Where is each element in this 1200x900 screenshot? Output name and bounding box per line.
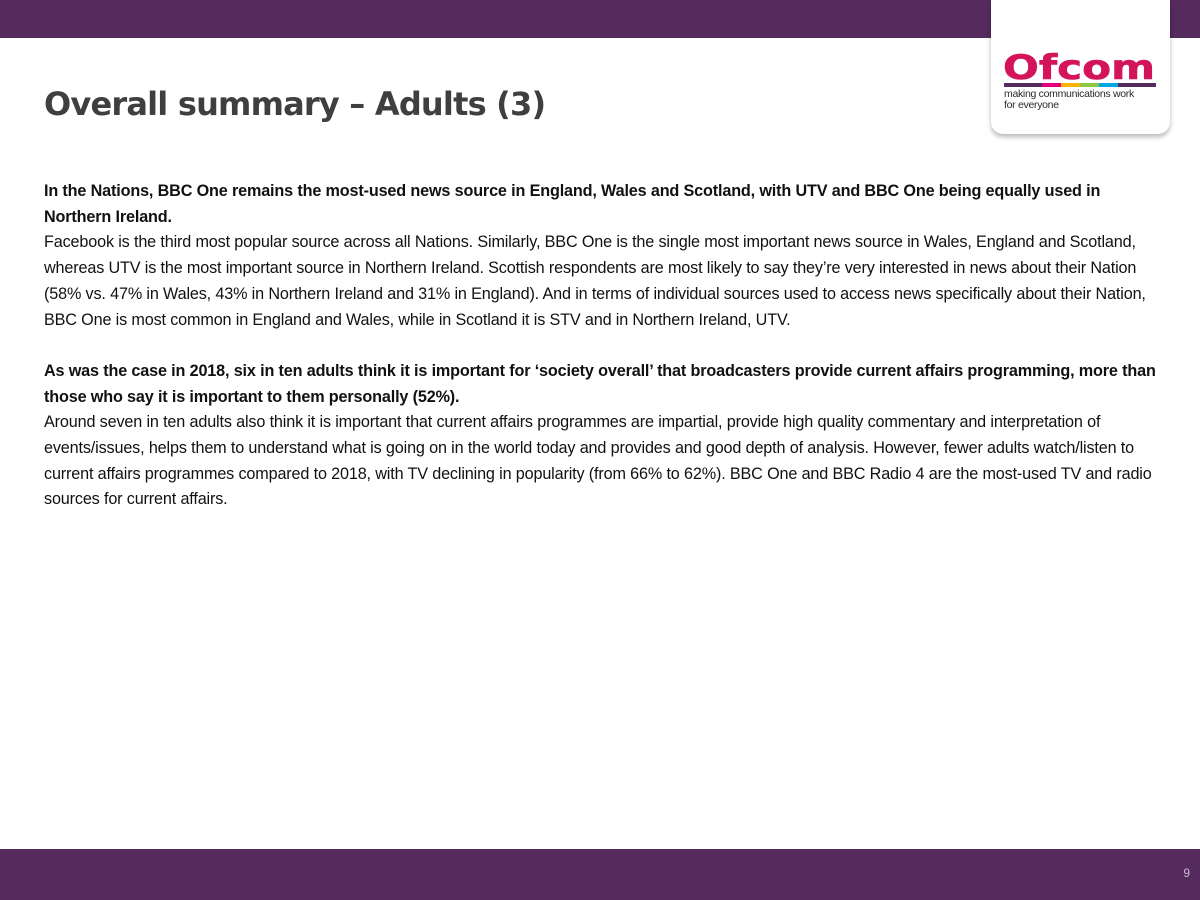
section-lead-text: As was the case in 2018, six in ten adults think it is important for ‘society overall’ that broadcasters provide current affairs programming, more than those who say it is important to them personally (52%). <box>44 361 1156 406</box>
section-lead-text: In the Nations, BBC One remains the most-used news source in England, Wales and Scotland, with UTV and BBC One being equally used in Northern Ireland. <box>44 182 1101 226</box>
logo-stripe-segment <box>1118 83 1137 87</box>
summary-section-nations <box>44 179 1166 333</box>
bottom-bar <box>0 849 1200 900</box>
svg-text:Ofcom: Ofcom <box>1003 52 1155 82</box>
page-title: Overall summary – Adults (3) <box>44 85 546 123</box>
logo-stripe-segment <box>1061 83 1080 87</box>
logo-stripe-segment <box>1099 83 1118 87</box>
logo-stripe-segment <box>1042 83 1061 87</box>
logo-tagline-line1: making communications work <box>1004 88 1134 100</box>
logo-tagline <box>1004 89 1164 111</box>
ofcom-logo-card <box>991 0 1170 134</box>
ofcom-logo <box>1003 52 1157 82</box>
logo-stripe-segment <box>1137 83 1156 87</box>
logo-stripe-segment <box>1080 83 1099 87</box>
paragraph-spacer <box>44 333 1166 359</box>
logo-color-stripe <box>1004 83 1156 87</box>
section-body-text: Facebook is the third most popular source across all Nations. Similarly, BBC One is the single most important news source in Wales, England and Scotland, whereas UTV is the most important source in Northern Ireland. Scottish respondents are most likely to say they’re very interested in news about their Nation (58% vs. 47% in Wales, 43% in Northern Ireland and 31% in England). And in terms of individual sources used to access news specifically about their Nation, BBC One is most common in England and Wales, while in Scotland it is STV and in Northern Ireland, UTV. <box>44 233 1146 329</box>
page-number: 9 <box>1183 866 1190 880</box>
summary-content <box>44 179 1166 513</box>
logo-stripe-segment <box>1023 83 1042 87</box>
logo-stripe-segment <box>1004 83 1023 87</box>
section-body-text: Around seven in ten adults also think it is important that current affairs programmes are impartial, provide high quality commentary and interpretation of events/issues, helps them to understand what is going on in the world today and provides and good depth of analysis. However, fewer adults watch/listen to current affairs programmes compared to 2018, with TV declining in popularity (from 66% to 62%). BBC One and BBC Radio 4 are the most-used TV and radio sources for current affairs. <box>44 413 1152 509</box>
summary-section-current-affairs <box>44 359 1166 513</box>
logo-tagline-line2: for everyone <box>1004 99 1059 111</box>
